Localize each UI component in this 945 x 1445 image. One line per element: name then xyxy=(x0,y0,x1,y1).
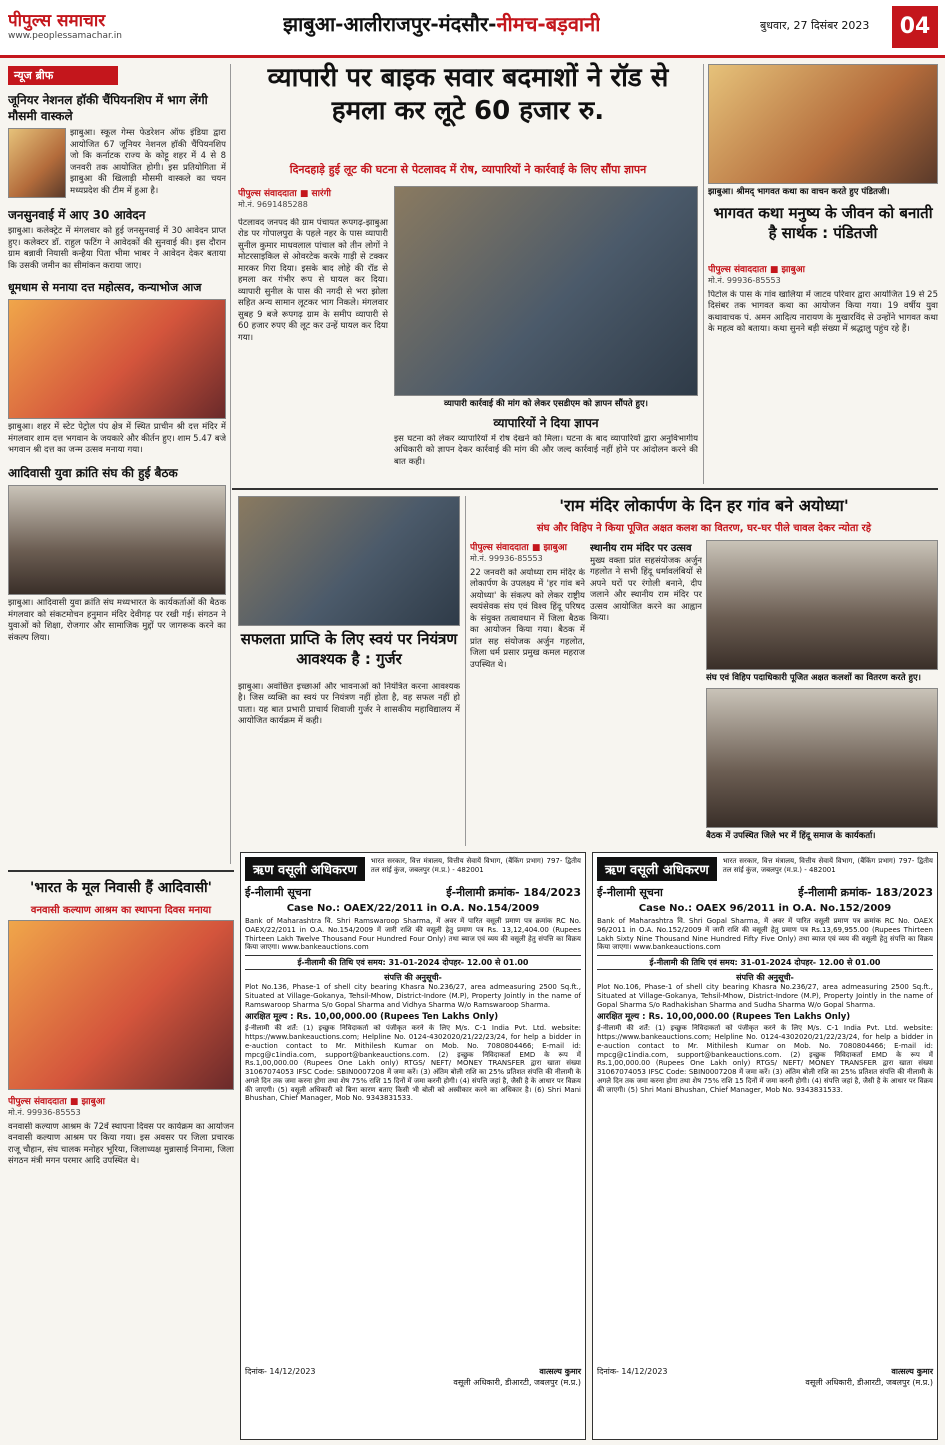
brief-headline-2: जनसुनवाई में आए 30 आवेदन xyxy=(8,208,146,223)
ad2-date: दिनांक- 14/12/2023 xyxy=(597,1367,668,1377)
page-number: 04 xyxy=(892,6,938,48)
adivasi-mobile: मो.नं. 99936-85553 xyxy=(8,1108,81,1117)
ad2-signer-name: वात्सल्य कुमार xyxy=(891,1367,933,1377)
katha-byline: पीपुल्स संवाददाता ■ झाबुआ xyxy=(708,265,805,275)
ram-headline: 'राम मंदिर लोकार्पण के दिन हर गांव बने अयोध्या' xyxy=(559,496,849,515)
lead-body: पेटलावद जनपद की ग्राम पंचायत रूपगढ़-झाबुआ रोड पर गोपालपुरा के पहले नहर के पास व्यापारी सुनील कुमार माधवलाल पांचाल को तीन लोगों ने मोटरसाइकिल से ओवरटेक करके गाड़ी से टक्कर मारकर गिरा दिया। इसके बाद लोहे की रॉड से हमला कर गंभीर रूप से घायल कर दिया। व्यापारी सुनील के पास की नगदी से भरा झोला सहित अन्य सामान लूटकर भाग निकले। मंगलवार सुबह 9 बजे रूपगढ़ ग्राम के समीप व्यापारी से 60 हजार रुपए की लूट कर उन्हें घायल कर दिया गया। xyxy=(238,218,388,343)
ad2-kramank: ई-नीलामी क्रमांक- 183/2023 xyxy=(798,886,933,899)
seminar-photo xyxy=(238,496,460,626)
ad2-reserve: आरक्षित मूल्य : Rs. 10,00,000.00 (Rupees Ten Lakhs Only) xyxy=(597,1012,851,1023)
ad1-signer-name: वात्सल्य कुमार xyxy=(539,1367,581,1377)
ad2-address: भारत सरकार, वित्त मंत्रालय, वित्तीय सेवायें विभाग, (बैंकिंग प्रभाग) 797- द्वितीय तल सांई कुंज, जबलपुर (म.प्र.) - 482001 xyxy=(722,857,933,874)
ad2-date-line: ई-नीलामी की तिथि एवं समय: 31-01-2024 दोपहर- 12.00 से 01.00 xyxy=(597,955,933,970)
adivasi-byline-block xyxy=(8,1094,234,1120)
ashram-foundation-photo xyxy=(8,920,234,1090)
katha-byline-block xyxy=(708,262,938,288)
ram-body-2: मुख्य वक्ता प्रांत सहसंयोजक अर्जुन गहलोत ने सभी हिंदू धर्मावलंबियों से अपने घरों पर रंगोली बनाने, दीप जलाने और स्थानीय राम मंदिर पर उत्सव आयोजित करने का आह्वान किया। xyxy=(590,556,702,624)
adivasi-subhead: वनवासी कल्याण आश्रम का स्थापना दिवस मनाया xyxy=(30,905,212,916)
katha-photo-caption: झाबुआ। श्रीमद् भागवत कथा का वाचन करते हुए पंडितजी। xyxy=(708,187,890,197)
column-divider xyxy=(230,64,231,864)
ad1-address: भारत सरकार, वित्त मंत्रालय, वित्तीय सेवायें विभाग, (बैंकिंग प्रभाग) 797- द्वितीय तल सांई कुंज, जबलपुर (म.प्र.) - 482001 xyxy=(370,857,581,874)
ram-body: 22 जनवरी को अयोध्या राम मंदिर के लोकार्पण के उपलक्ष्य में 'हर गांव बने अयोध्या' के संकल्प को लेकर राष्ट्रीय स्वयंसेवक संघ एवं विश्व हिंदू परिषद के संयुक्त तत्वावधान में जिला बैठक का आयोजन किया गया। बैठक में प्रांत सह संयोजक अर्जुन गहलोत, जिला धर्म प्रसार प्रमुख कमल महराज उपस्थित थे। xyxy=(470,568,585,670)
ad1-date: दिनांक- 14/12/2023 xyxy=(245,1367,316,1377)
issue-date: बुधवार, 27 दिसंबर 2023 xyxy=(760,19,870,32)
ad1-body: Bank of Maharashtra वि. Shri Ramswaroop Sharma, में अवर में पारित वसूली प्रमाण पत्र क्रमांक RC No. OAEX/22/2011 in O.A. No.154/2009 में जारी राशि की वसूली हेतु प्रमाण पत्र Rs. 13,12,404.00 (Rupees Thirteen Lakh Twelve Thousand Four Hundred Four Only) तथा ब्याज एवं व्यय की वसूली हेतु संपत्ति का विक्रय किया जाएगा। www.bankeauctions.com xyxy=(245,917,581,952)
kalash-distribution-photo xyxy=(706,540,938,670)
brief-headline-4: आदिवासी युवा क्रांति संघ की हुई बैठक xyxy=(8,466,178,481)
success-body: झाबुआ। अवांछित इच्छाओं और भावनाओं को नियंत्रित करना आवश्यक है। जिस व्यक्ति का स्वयं पर नियंत्रण नहीं होता है, वह सफल नहीं हो पाता। यह बात प्रभारी प्राचार्य शिवाजी गुर्जर ने शासकीय महाविद्यालय में आयोजित कार्यक्रम में कही। xyxy=(238,682,460,727)
lead-headline: व्यापारी पर बाइक सवार बदमाशों ने रॉड से हमला कर लूटे 60 हजार रु. xyxy=(267,63,669,126)
lead-subhead: दिनदहाड़े हुई लूट की घटना से पेटलावद में रोष, व्यापारियों ने कार्रवाई के लिए सौंपा ज्ञापन xyxy=(289,163,647,176)
section-divider xyxy=(232,488,938,490)
katha-mobile: मो.नं. 99936-85553 xyxy=(708,276,781,285)
ad1-auction-label: ई-नीलामी सूचना xyxy=(245,886,311,899)
hindu-samaj-meeting-photo xyxy=(706,688,938,828)
ad1-title: ऋण वसूली अधिकरण xyxy=(245,857,365,881)
brief-headline-1: जूनियर नेशनल हॉकी चैंपियनशिप में भाग लेंगी मौसमी वास्कले xyxy=(8,93,208,123)
lead-byline: पीपुल्स संवाददाता ■ सारंगी xyxy=(238,189,331,199)
brief-body-3: झाबुआ। शहर में स्टेट पेट्रोल पंप क्षेत्र में स्थित प्राचीन श्री दत्त मंदिर में मंगलवार शाम दत्त भगवान के जयकारे और कीर्तन हुए। शाम 5.47 बजे भगवान श्री दत्त का जन्म उत्सव मनाया गया। xyxy=(8,422,226,455)
ram-body-2-block xyxy=(590,540,702,846)
masthead xyxy=(0,0,945,58)
drt-auction-notice-183 xyxy=(592,852,938,1440)
datta-mandir-photo xyxy=(8,299,226,419)
ad2-terms: ई-नीलामी की शर्तें: (1) इच्छुक निविदाकर्ता को पंजीकृत करने के लिए M/s. C-1 India Pvt. Ltd. website: https://www.bankeauctions.com; Helpline No. 0124-4302020/21/22/23/24, for help a bidder in e-auction contact to Mr. Mithilesh Kumar on Mob. No. 7080804466; E-mail id: mpcg@c1india.com, support@bankeauctions.com. (2) इच्छुक निविदाकर्ता EMD के रूप में Rs.1,00,000.00 (Rupees One Lakh only) RTGS/ NEFT/ MONEY TRANSFER द्वारा खाता संख्या 31067074053 IFSC Code: SBIN0007208 में जमा करें। (3) अंतिम बोली राशि का 25% प्रतिशत संपत्ति की नीलामी के अगले दिन तक जमा करना होगा तथा शेष 75% राशि 15 दिनों में जमा करनी होगी। (4) संपत्ति जहां है, जैसी है के आधार पर विक्रय की जाएगी। (5) Shri Mani Bhushan, Chief Manager, Mob No. 9343831533. xyxy=(597,1024,933,1094)
edition-cities: झाबुआ-आलीराजपुर-मंदसौर-नीमच-बड़वानी xyxy=(283,12,601,36)
ad2-signer-title: वसूली अधिकारी, डीआरटी, जबलपुर (म.प्र.) xyxy=(805,1378,933,1388)
brief-body-2: झाबुआ। कलेक्ट्रेट में मंगलवार को हुई जनसुनवाई में 30 आवेदन प्राप्त हुए। कलेक्टर डॉ. राहुल फटिंग ने आवेदकों की सुनवाई की। इस दौरान ग्राम बन्नावी नियासी कन्हैया पिता भीमा भाबर ने आवेदन देकर बताया कि उसकी जमीन का सीमांकन कराया जाए। xyxy=(8,226,226,271)
ram-photo2-caption: बैठक में उपस्थित जिले भर में हिंदू समाज के कार्यकर्ता। xyxy=(706,831,876,841)
brief-body-4: झाबुआ। आदिवासी युवा क्रांति संघ मध्यभारत के कार्यकर्ताओं की बैठक मंगलवार को संकटमोचन हनुमान मंदिर देवीगढ़ पर रखी गई। संगठन ने युवाओं को शिक्षा, रोजगार और सामाजिक मुद्दों पर जागरूक करने का संकल्प लिया। xyxy=(8,598,226,643)
ram-subhead: संघ और विहिप ने किया पूजित अक्षत कलश का वितरण, घर-घर पीले चावल देकर न्योता रहे xyxy=(536,523,872,534)
ad2-body: Bank of Maharashtra वि. Shri Gopal Sharma, में अवर में पारित वसूली प्रमाण पत्र क्रमांक RC No. OAEX 96/2011 in O.A. No.152/2009 में जारी राशि की वसूली हेतु प्रमाण पत्र Rs.13,69,955.00 (Rupees Thirteen Lakh Sixty Nine Thousand Nine Hundred Fifty Five Only) तथा ब्याज एवं व्यय की वसूली हेतु संपत्ति का विक्रय किया जाएगा। www.bankeauctions.com xyxy=(597,917,933,952)
ad1-date-line: ई-नीलामी की तिथि एवं समय: 31-01-2024 दोपहर- 12.00 से 01.00 xyxy=(245,955,581,970)
section-divider xyxy=(8,870,234,872)
ad2-auction-label: ई-नीलामी सूचना xyxy=(597,886,663,899)
ad2-property-title: संपत्ति की अनुसूची- xyxy=(736,973,794,982)
adivasi-byline: पीपुल्स संवाददाता ■ झाबुआ xyxy=(8,1097,105,1107)
adivasi-headline: 'भारत के मूल निवासी हैं आदिवासी' xyxy=(30,880,212,896)
column-divider xyxy=(465,496,466,846)
drt-auction-notice-184 xyxy=(240,852,586,1440)
sangh-meeting-photo xyxy=(8,485,226,595)
lead-photo-caption: व्यापारी कार्रवाई की मांग को लेकर एसडीएम को ज्ञापन सौंपते हुए। xyxy=(444,399,648,409)
ad1-signer-title: वसूली अधिकारी, डीआरटी, जबलपुर (म.प्र.) xyxy=(453,1378,581,1388)
lead-subheading-2: व्यापारियों ने दिया ज्ञापन xyxy=(493,416,599,430)
ad2-title: ऋण वसूली अधिकरण xyxy=(597,857,717,881)
katha-headline: भागवत कथा मनुष्य के जीवन को बनाती है सार्थक : पंडितजी xyxy=(713,204,933,242)
lead-byline-block xyxy=(238,186,388,216)
column-divider xyxy=(703,64,704,484)
success-headline: सफलता प्राप्ति के लिए स्वयं पर नियंत्रण आवश्यक है : गुर्जर xyxy=(240,630,458,668)
ad1-property: Plot No.136, Phase-1 of shell city bearing Khasra No.236/27, area admeasuring 2500 Sq.ft., Situated at Village-Gokanya, Tehsil-Mhow, District-Indore (M.P), Property Jointly in the name of Ramswaroop Sharma S/o Gopal Sharma and Vidhya Sharma W/o Ramswaroop Sharma. xyxy=(245,983,581,1009)
newspaper-logo[interactable]: पीपुल्स समाचार www.peoplessamachar.in xyxy=(8,11,122,41)
news-brief-label: न्यूज ब्रीफ xyxy=(8,66,118,85)
ad1-property-title: संपत्ति की अनुसूची- xyxy=(384,973,442,982)
brief-body-1: झाबुआ। स्कूल गेम्स फेडरेशन ऑफ इंडिया द्वारा आयोजित 67 जूनियर नेशनल हॉकी चैंपियनशिप जो कि कर्नाटक राज्य के कोट्टू शहर में 4 से 8 जनवरी तक आयोजित होगी। इस प्रतियोगिता में झाबुआ की खिलाड़ी मौसमी वास्कले का चयन मध्यप्रदेश की टीम में हुआ है। xyxy=(70,128,226,196)
ad1-case: Case No.: OAEX/22/2011 in O.A. No.154/2009 xyxy=(286,903,540,914)
lead-photo xyxy=(394,186,698,396)
lead-mobile: मो.नं. 9691485288 xyxy=(238,200,308,209)
player-photo xyxy=(8,128,66,198)
ad1-kramank: ई-नीलामी क्रमांक- 184/2023 xyxy=(446,886,581,899)
ad1-reserve: आरक्षित मूल्य : Rs. 10,00,000.00 (Rupees Ten Lakhs Only) xyxy=(245,1012,499,1023)
lead-body-2: इस घटना को लेकर व्यापारियों में रोष देखने को मिला। घटना के बाद व्यापारियों द्वारा अनुविभागीय अधिकारी को ज्ञापन देकर कार्रवाई की मांग की और जल्द कार्रवाई नहीं होने पर आंदोलन करने की बात कही। xyxy=(394,434,698,467)
ad1-terms: ई-नीलामी की शर्तें: (1) इच्छुक निविदाकर्ता को पंजीकृत करने के लिए M/s. C-1 India Pvt. Ltd. website: https://www.bankeauctions.com; Helpline No. 0124-4302020/21/22/23/24, for help a bidder in e-auction contact to Mr. Mithilesh Kumar on Mob. No. 7080804466; E-mail id: mpcg@c1india.com, support@bankeauctions.com. (2) इच्छुक निविदाकर्ता EMD के रूप में Rs.1,00,000.00 (Rupees One Lakh only) RTGS/ NEFT/ MONEY TRANSFER द्वारा खाता संख्या 31067074053 IFSC Code: SBIN0007208 में जमा करें। (3) अंतिम बोली राशि का 25% प्रतिशत संपत्ति की नीलामी के अगले दिन तक जमा करना होगा तथा शेष 75% राशि 15 दिनों में जमा करनी होगी। (4) संपत्ति जहां है, जैसी है के आधार पर विक्रय की जाएगी। (5) वसूली अधिकारी को बिना कारण बताए किसी भी बोली को अस्वीकार करने का अधिकार है। (6) Shri Mani Bhushan, Chief Manager, Mob No. 9343831533. xyxy=(245,1024,581,1103)
ad2-property: Plot No.106, Phase-1 of shell city bearing Khasra No.236/27, area admeasuring 2500 Sq.ft., Situated at Village-Gokanya, Tehsil-Mhow, District-Indore (M.P), Property Jointly in the name of Gopal Sharma S/o Radhakishan Sharma and Sudha Sharma W/o Gopal Sharma. xyxy=(597,983,933,1009)
lead-headline-block xyxy=(238,62,698,162)
adivasi-body: वनवासी कल्याण आश्रम के 72वें स्थापना दिवस पर कार्यक्रम का आयोजन वनवासी कल्याण आश्रम पर किया गया। इस अवसर पर जिला प्रचारक राजू चौहान, संघ चालक मनोहर भूरिया, जिलाध्यक्ष मुन्नासाई निनामा, जिला संगठन मंत्री मगन परमार आदि उपस्थित थे। xyxy=(8,1122,234,1167)
news-brief-column xyxy=(8,66,226,866)
ram-photo1-caption: संघ एवं विहिप पदाधिकारी पूजित अक्षत कलशों का वितरण करते हुए। xyxy=(706,673,921,683)
ram-subheading-2: स्थानीय राम मंदिर पर उत्सव xyxy=(590,543,692,554)
ram-byline: पीपुल्स संवाददाता ■ झाबुआ xyxy=(470,543,567,553)
ad2-case: Case No.: OAEX 96/2011 in O.A. No.152/2009 xyxy=(638,903,892,914)
ram-mobile: मो.नं. 99936-85553 xyxy=(470,554,543,563)
brief-headline-3: धूमधाम से मनाया दत्त महोत्सव, कन्याभोज आज xyxy=(8,281,202,295)
katha-photo xyxy=(708,64,938,184)
katha-body: पिटोल के पास के गांव खालिया में जाटव परिवार द्वारा आयोजित 19 से 25 दिसंबर तक भागवत कथा का आयोजन किया गया। 19 वर्षीय युवा कथावाचक पं. अमन आदित्य नारायण के मुखारविंद से उन्होंने भागवत कथा के महत्व को बताया। कथा सुनने बड़ी संख्या में श्रद्धालु पहुंच रहे हैं। xyxy=(708,290,938,335)
